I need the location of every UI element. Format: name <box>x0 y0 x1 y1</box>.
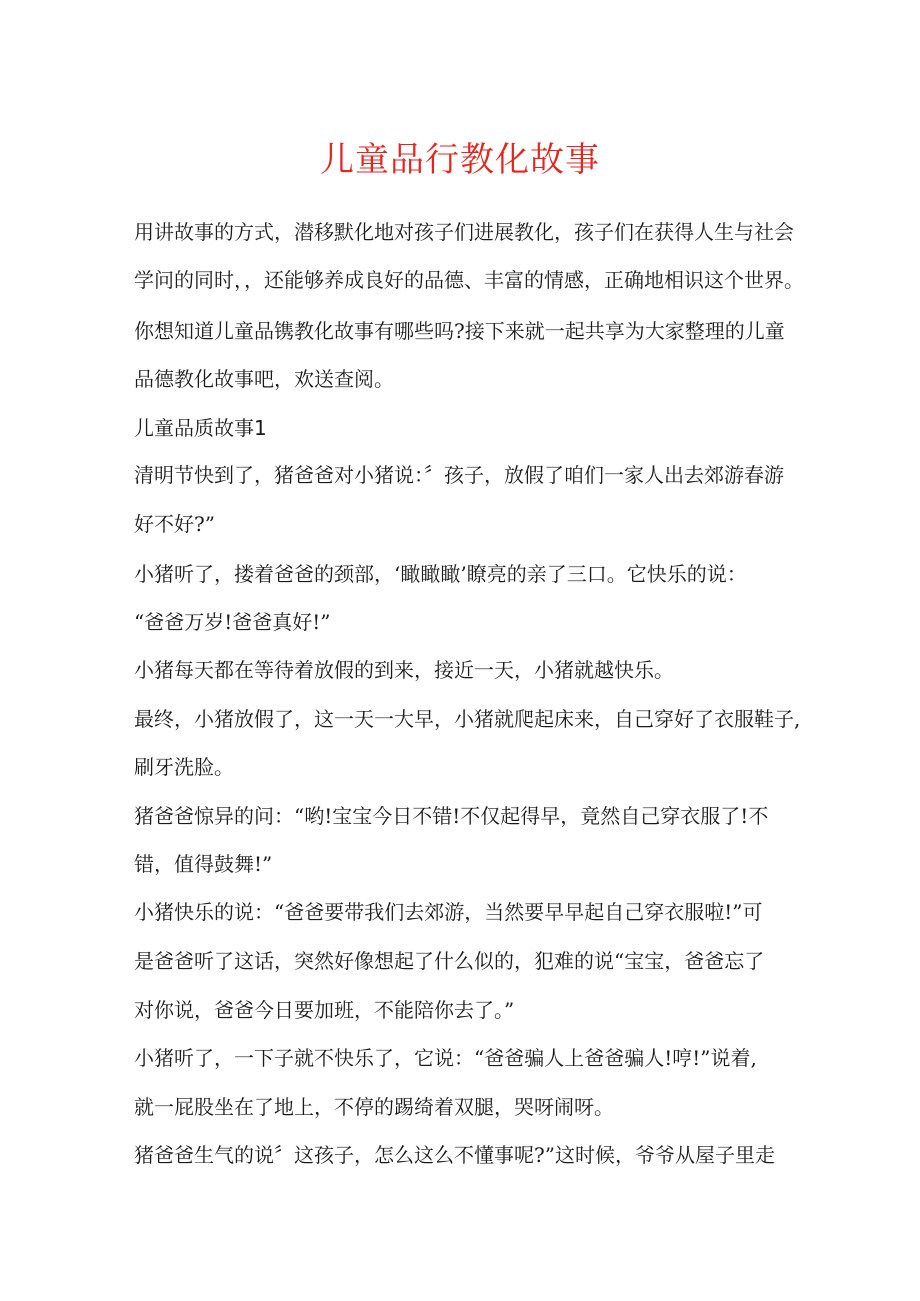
paragraph-line: 刷牙洗脸。 <box>134 755 234 779</box>
paragraph-line: 错，值得鼓舞!” <box>134 852 273 876</box>
paragraph-line: 对你说，爸爸今日要加班，不能陪你去了。” <box>134 998 515 1022</box>
paragraph-line: 猪爸爸生气的说〞这孩子，怎么这么不懂事呢?”这时候，爷爷从屋子里走 <box>134 1143 775 1167</box>
paragraph-line: 学问的同时，，还能够养成良好的品德、丰富的情感，正确地相识这个世界。 <box>134 268 804 292</box>
paragraph-line: 小猪快乐的说：“爸爸要带我们去郊游，当然要早早起自己穿衣服啦!”可 <box>134 900 763 924</box>
paragraph-line: 用讲故事的方式，潜移默化地对孩子们进展教化，孩子们在获得人生与社会 <box>134 220 794 244</box>
paragraph-line: 清明节快到了，猪爸爸对小猪说：〞孩子，放假了咱们一家人出去郊游春游 <box>134 463 784 487</box>
paragraph-line: 品德教化故事吧，欢送查阅。 <box>134 367 394 391</box>
paragraph-line: 好不好?” <box>134 512 215 536</box>
paragraph-line: 就一屁股坐在了地上，不停的踢绮着双腿，哭呀闹呀。 <box>134 1095 614 1119</box>
paragraph-line: “爸爸万岁!爸爸真好!” <box>134 610 331 634</box>
document-title: 儿童品行教化故事 <box>320 140 600 180</box>
paragraph-line: 小猪听了，搂着爸爸的颈部，‘瞰瞰瞰’瞭亮的亲了三口。它快乐的说： <box>134 562 747 586</box>
paragraph-line: 最终，小猪放假了，这一天一大早，小猪就爬起床来，自己穿好了衣服鞋子, <box>134 707 801 731</box>
paragraph-line: 猪爸爸惊异的问：“哟!宝宝今日不错!不仅起得早，竟然自己穿衣服了!不 <box>134 804 769 828</box>
paragraph-line: 是爸爸听了这话，突然好像想起了什么似的，犯难的说“宝宝，爸爸忘了 <box>134 949 765 973</box>
paragraph-line: 你想知道儿童品镌教化故事有哪些吗?接下来就一起共享为大家整理的儿童 <box>134 319 785 343</box>
paragraph-line: 小猪每天都在等待着放假的到来，接近一天，小猪就越快乐。 <box>134 658 674 682</box>
section-heading: 儿童品质故事1 <box>134 416 267 440</box>
paragraph-line: 小猪听了，一下子就不快乐了，它说：“爸爸骗人上爸爸骗人!哼!”说着, <box>134 1046 757 1070</box>
